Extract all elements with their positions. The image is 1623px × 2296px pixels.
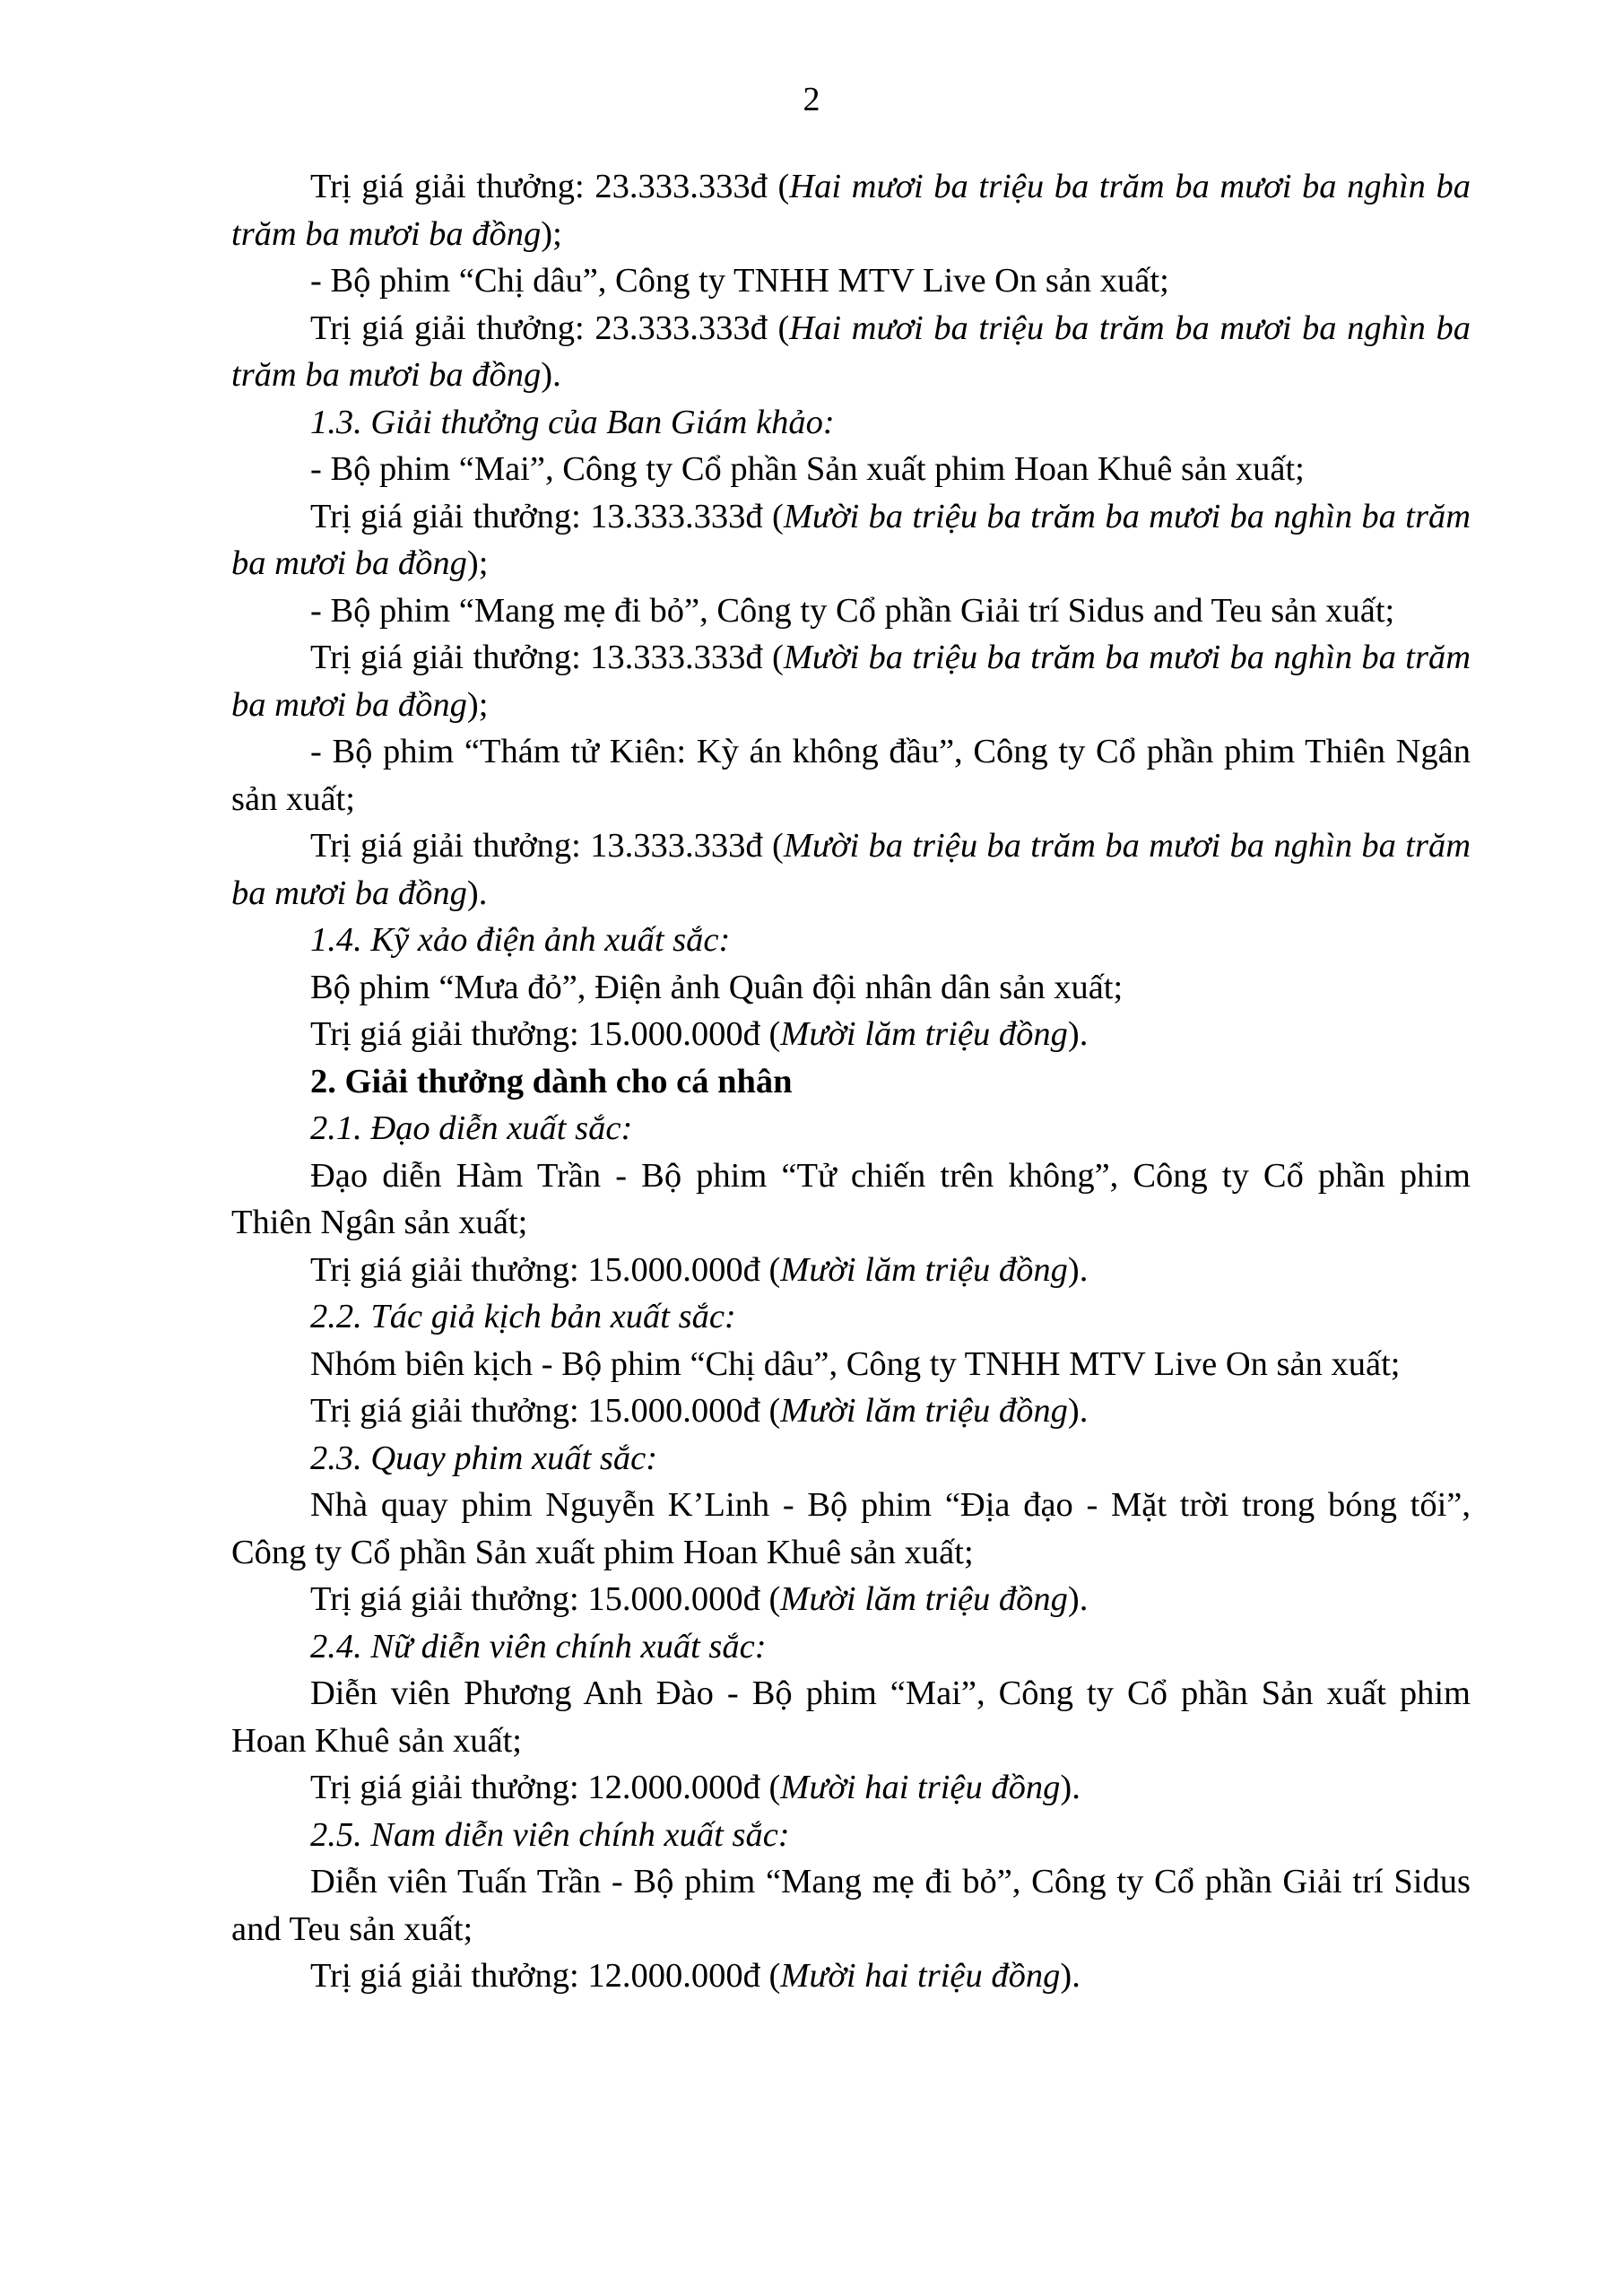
text-segment: Trị giá giải thưởng: 13.333.333đ ( [310,827,784,865]
italic-text: Mười lăm triệu đồng [780,1250,1068,1289]
italic-text: Mười hai triệu đồng [780,1769,1061,1806]
text-segment: ). [1067,1392,1089,1430]
italic-text: Mười ba triệu ba trăm ba mươi ba nghìn ba trăm ba mươi ba đồng [231,639,1471,724]
paragraph [231,822,1471,917]
text-segment: - Bộ phim “Mai”, Công ty Cổ phần Sản xuất phim Hoan Khuê sản xuất; [310,450,1305,488]
text-segment: ). [541,356,561,394]
paragraph [231,917,1471,964]
paragraph [231,1858,1471,1952]
text-segment: Đạo diễn Hàm Trần - Bộ phim “Tử chiến trên không”, Công ty Cổ phần phim Thiên Ngân sản xuất; [231,1156,1471,1241]
paragraph [231,1435,1471,1483]
page-number: 2 [803,81,820,118]
document-body [231,163,1471,2000]
paragraph [231,163,1471,257]
text-segment: Trị giá giải thưởng: 23.333.333đ ( [310,309,790,347]
paragraph [231,305,1471,399]
paragraph [231,1387,1471,1435]
text-segment: Trị giá giải thưởng: 15.000.000đ ( [310,1580,781,1618]
paragraph [231,587,1471,635]
text-segment: Diễn viên Phương Anh Đào - Bộ phim “Mai”, Công ty Cổ phần Sản xuất phim Hoan Khuê sản xuất; [231,1674,1471,1760]
paragraph [231,1952,1471,2000]
text-segment: - Bộ phim “Chị dâu”, Công ty TNHH MTV Live On sản xuất; [310,262,1169,300]
paragraph [231,1482,1471,1576]
paragraph [231,1341,1471,1388]
text-segment: ). [1067,1580,1089,1618]
paragraph [231,1812,1471,1859]
paragraph [231,1247,1471,1294]
paragraph [231,1152,1471,1247]
text-segment: 1.4. Kỹ xảo điện ảnh xuất sắc: [310,921,731,959]
italic-text: Mười ba triệu ba trăm ba mươi ba nghìn ba trăm ba mươi ba đồng [231,497,1471,582]
text-segment: ). [1060,1957,1081,1995]
italic-text: Mười ba triệu ba trăm ba mươi ba nghìn ba trăm ba mươi ba đồng [231,827,1471,912]
paragraph [231,1576,1471,1623]
paragraph [231,1293,1471,1341]
text-segment: Trị giá giải thưởng: 15.000.000đ ( [310,1250,781,1289]
paragraph [231,964,1471,1012]
text-segment: Trị giá giải thưởng: 12.000.000đ ( [310,1769,781,1806]
text-segment: 2.1. Đạo diễn xuất sắc: [310,1109,633,1147]
paragraph [231,1011,1471,1058]
text-segment: Nhóm biên kịch - Bộ phim “Chị dâu”, Công ty TNHH MTV Live On sản xuất; [310,1344,1401,1383]
paragraph [231,1058,1471,1106]
paragraph [231,1670,1471,1764]
text-segment: 2.4. Nữ diễn viên chính xuất sắc: [310,1627,767,1665]
text-segment: ); [466,685,489,724]
text-segment: Trị giá giải thưởng: 15.000.000đ ( [310,1015,781,1053]
text-segment: Diễn viên Tuấn Trần - Bộ phim “Mang mẹ đi bỏ”, Công ty Cổ phần Giải trí Sidus and Teu sản xuất; [231,1863,1471,1948]
text-segment: 2.2. Tác giả kịch bản xuất sắc: [310,1298,736,1335]
paragraph [231,1623,1471,1671]
text-segment: Trị giá giải thưởng: 13.333.333đ ( [310,497,784,535]
text-segment: Trị giá giải thưởng: 13.333.333đ ( [310,639,784,676]
text-segment: ). [466,874,488,912]
text-segment: 2. Giải thưởng dành cho cá nhân [310,1062,793,1100]
paragraph [231,634,1471,728]
paragraph [231,399,1471,447]
italic-text: Mười lăm triệu đồng [780,1392,1068,1430]
text-segment: 2.5. Nam diễn viên chính xuất sắc: [310,1815,790,1854]
text-segment: ). [1067,1250,1089,1289]
text-segment: ). [1060,1769,1081,1806]
italic-text: Hai mươi ba triệu ba trăm ba mươi ba nghìn ba trăm ba mươi ba đồng [231,168,1471,253]
italic-text: Hai mươi ba triệu ba trăm ba mươi ba nghìn ba trăm ba mươi ba đồng [231,309,1471,394]
text-segment: Bộ phim “Mưa đỏ”, Điện ảnh Quân đội nhân dân sản xuất; [310,968,1124,1006]
text-segment: ); [466,544,489,582]
paragraph [231,257,1471,305]
text-segment: - Bộ phim “Thám tử Kiên: Kỳ án không đầu”, Công ty Cổ phần phim Thiên Ngân sản xuất; [231,733,1471,818]
paragraph [231,728,1471,822]
text-segment: 2.3. Quay phim xuất sắc: [310,1439,658,1477]
text-segment: ); [541,214,562,253]
paragraph [231,493,1471,587]
text-segment: Trị giá giải thưởng: 23.333.333đ ( [310,168,790,205]
italic-text: Mười lăm triệu đồng [780,1015,1068,1053]
text-segment: - Bộ phim “Mang mẹ đi bỏ”, Công ty Cổ phần Giải trí Sidus and Teu sản xuất; [310,591,1395,630]
italic-text: Mười hai triệu đồng [780,1957,1061,1995]
text-segment: Nhà quay phim Nguyễn K’Linh - Bộ phim “Địa đạo - Mặt trời trong bóng tối”, Công ty Cổ phần Sản xuất phim Hoan Khuê sản xuất; [231,1486,1471,1571]
italic-text: Mười lăm triệu đồng [780,1580,1068,1618]
paragraph [231,1105,1471,1152]
text-segment: Trị giá giải thưởng: 15.000.000đ ( [310,1392,781,1430]
text-segment: ). [1067,1015,1089,1053]
text-segment: Trị giá giải thưởng: 12.000.000đ ( [310,1957,781,1995]
paragraph [231,1764,1471,1812]
text-segment: 1.3. Giải thưởng của Ban Giám khảo: [310,403,835,441]
paragraph [231,446,1471,493]
